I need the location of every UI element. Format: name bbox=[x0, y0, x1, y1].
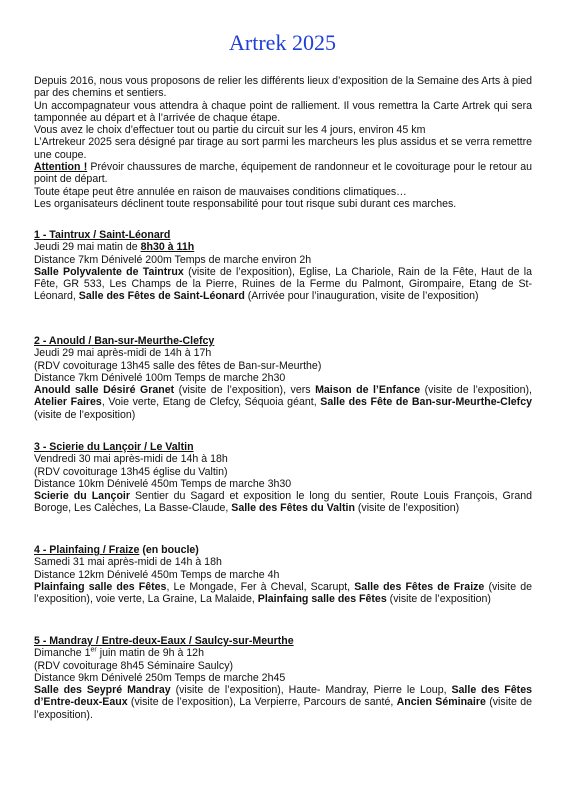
stage-stats: Distance 12km Dénivelé 450m Temps de marche 4h bbox=[34, 568, 280, 581]
venue-name: Scierie du Lançoir bbox=[34, 490, 130, 503]
venue-name: Atelier Faires bbox=[34, 396, 102, 409]
route-text: (visite de l’exposition), vers bbox=[174, 384, 316, 397]
stage-date-text: Dimanche 1 bbox=[34, 647, 91, 660]
route-text: (visite de l’exposition), La Verpierre, Parcours de santé, bbox=[127, 696, 397, 709]
stage-date: Vendredi 30 mai après-midi de 14h à 18h bbox=[34, 453, 228, 466]
stage-2-section bbox=[34, 335, 532, 421]
stage-4-section bbox=[34, 544, 532, 605]
venue-name: Plainfaing salle des Fêtes bbox=[257, 593, 387, 606]
intro-paragraph: Vous avez le choix d’effectuer tout ou partie du circuit sur les 4 jours, environ 45 km bbox=[34, 124, 426, 137]
intro-paragraph: Un accompagnateur vous attendra à chaque point de ralliement. Il vous remettra la Carte Artrek qui sera tamponnée au départ et à l’arrivée de chaque étape. bbox=[34, 99, 532, 124]
attention-paragraph bbox=[34, 161, 532, 186]
intro-section bbox=[34, 75, 532, 210]
ordinal-suffix: er bbox=[90, 646, 97, 654]
route-text: (visite de l’exposition). bbox=[34, 696, 533, 721]
route-text: (Arrivée pour l’inauguration, visite de l’exposition) bbox=[244, 290, 479, 303]
stage-date bbox=[34, 647, 532, 659]
venue-name: Salle Polyvalente de Taintrux bbox=[34, 265, 184, 278]
stage-date-text: juin matin de 9h à 12h bbox=[96, 647, 204, 660]
route-text: (visite de l’exposition), Haute- Mandray, Pierre le Loup, bbox=[170, 684, 452, 697]
page-title: Artrek 2025 bbox=[229, 30, 336, 55]
stage-heading-line bbox=[34, 544, 532, 556]
venue-name: Salle des Seypré Mandray bbox=[34, 684, 171, 697]
stage-date: Jeudi 29 mai après-midi de 14h à 17h bbox=[34, 347, 212, 360]
stage-date-text: Jeudi 29 mai matin de bbox=[34, 241, 141, 254]
venue-name: Salle des Fêtes d’Entre-deux-Eaux bbox=[34, 684, 532, 709]
route-text: (visite de l’exposition) bbox=[354, 502, 460, 515]
venue-name: Anould salle Désiré Granet bbox=[34, 384, 175, 397]
stage-heading: 2 - Anould / Ban-sur-Meurthe-Clefcy bbox=[34, 335, 215, 347]
attention-text: Prévoir chaussures de marche, équipement de randonneur et le covoiturage pour le retour au point de départ. bbox=[34, 161, 532, 186]
venue-name: Plainfaing salle des Fêtes bbox=[34, 580, 167, 593]
stage-rdv: (RDV covoiturage 13h45 église du Valtin) bbox=[34, 465, 228, 478]
stage-3-section bbox=[34, 441, 532, 515]
intro-paragraph: Les organisateurs déclinent toute responsabilité pour tout risque subi durant ces marches. bbox=[34, 197, 457, 210]
venue-name: Ancien Séminaire bbox=[396, 696, 486, 709]
stage-heading: 3 - Scierie du Lançoir / Le Valtin bbox=[34, 441, 194, 453]
route-text: (visite de l’exposition), Eglise, La Chariole, Rain de la Fête, Haut de la Fête, GR 533, Les Champs de la Pierre, Ruines de la Ferme du Palmont, Girompaire, Etang de St-Léonard, bbox=[34, 265, 532, 303]
route-text: , Le Mongade, Fer à Cheval, Scarupt, bbox=[166, 580, 355, 593]
stage-heading: 1 - Taintrux / Saint-Léonard bbox=[34, 229, 171, 241]
stage-route bbox=[34, 266, 532, 303]
attention-label: Attention ! bbox=[34, 161, 88, 174]
stage-5-section bbox=[34, 635, 532, 721]
stage-heading: 4 - Plainfaing / Fraize bbox=[34, 544, 140, 556]
stage-date bbox=[34, 241, 532, 253]
route-text: (visite de l’exposition) bbox=[386, 593, 491, 606]
intro-paragraph: Toute étape peut être annulée en raison de mauvaises conditions climatiques… bbox=[34, 185, 407, 198]
stage-rdv: (RDV covoiturage 8h45 Séminaire Saulcy) bbox=[34, 659, 234, 672]
stage-date: Samedi 31 mai après-midi de 14h à 18h bbox=[34, 556, 222, 569]
stage-rdv: (RDV covoiturage 13h45 salle des fêtes de Ban-sur-Meurthe) bbox=[34, 359, 322, 372]
intro-paragraph: L’Artrekeur 2025 sera désigné par tirage au sort parmi les marcheurs les plus assidus et se verra remettre une coupe. bbox=[34, 136, 532, 161]
venue-name: Maison de l’Enfance bbox=[315, 384, 421, 397]
stage-stats: Distance 7km Dénivelé 200m Temps de marche environ 2h bbox=[34, 253, 312, 266]
stage-route bbox=[34, 384, 532, 421]
stage-route bbox=[34, 684, 532, 721]
stage-route bbox=[34, 490, 532, 515]
route-text: (visite de l’exposition), voie verte, La Graine, La Malaide, bbox=[34, 580, 532, 606]
stage-stats: Distance 9km Dénivelé 250m Temps de marche 2h45 bbox=[34, 671, 286, 684]
route-text: , Voie verte, Etang de Clefcy, Séquoia géant, bbox=[101, 396, 321, 409]
stage-time: 8h30 à 11h bbox=[140, 241, 195, 254]
intro-paragraph: Depuis 2016, nous vous proposons de relier les différents lieux d’exposition de la Semaine des Arts à pied par des chemins et sentiers. bbox=[34, 75, 532, 100]
stage-stats: Distance 10km Dénivelé 450m Temps de marche 3h30 bbox=[34, 477, 292, 490]
venue-name: Salle des Fête de Ban-sur-Meurthe-Clefcy bbox=[320, 396, 532, 409]
stage-heading: 5 - Mandray / Entre-deux-Eaux / Saulcy-sur-Meurthe bbox=[34, 635, 294, 647]
venue-name: Salle des Fêtes de Saint-Léonard bbox=[78, 290, 245, 303]
stage-heading-suffix: (en boucle) bbox=[139, 544, 199, 556]
route-text: (visite de l’exposition) bbox=[34, 408, 136, 421]
route-text: (visite de l’exposition), bbox=[420, 384, 532, 397]
route-text: Sentier du Sagard et exposition le long du sentier, Route Louis François, Grand Boroge, Les Calèches, La Basse-Claude, bbox=[34, 490, 532, 515]
stage-stats: Distance 7km Dénivelé 100m Temps de marche 2h30 bbox=[34, 371, 286, 384]
stage-1-section bbox=[34, 229, 532, 303]
stage-route bbox=[34, 581, 532, 606]
venue-name: Salle des Fêtes du Valtin bbox=[231, 502, 355, 515]
venue-name: Salle des Fêtes de Fraize bbox=[354, 580, 485, 593]
